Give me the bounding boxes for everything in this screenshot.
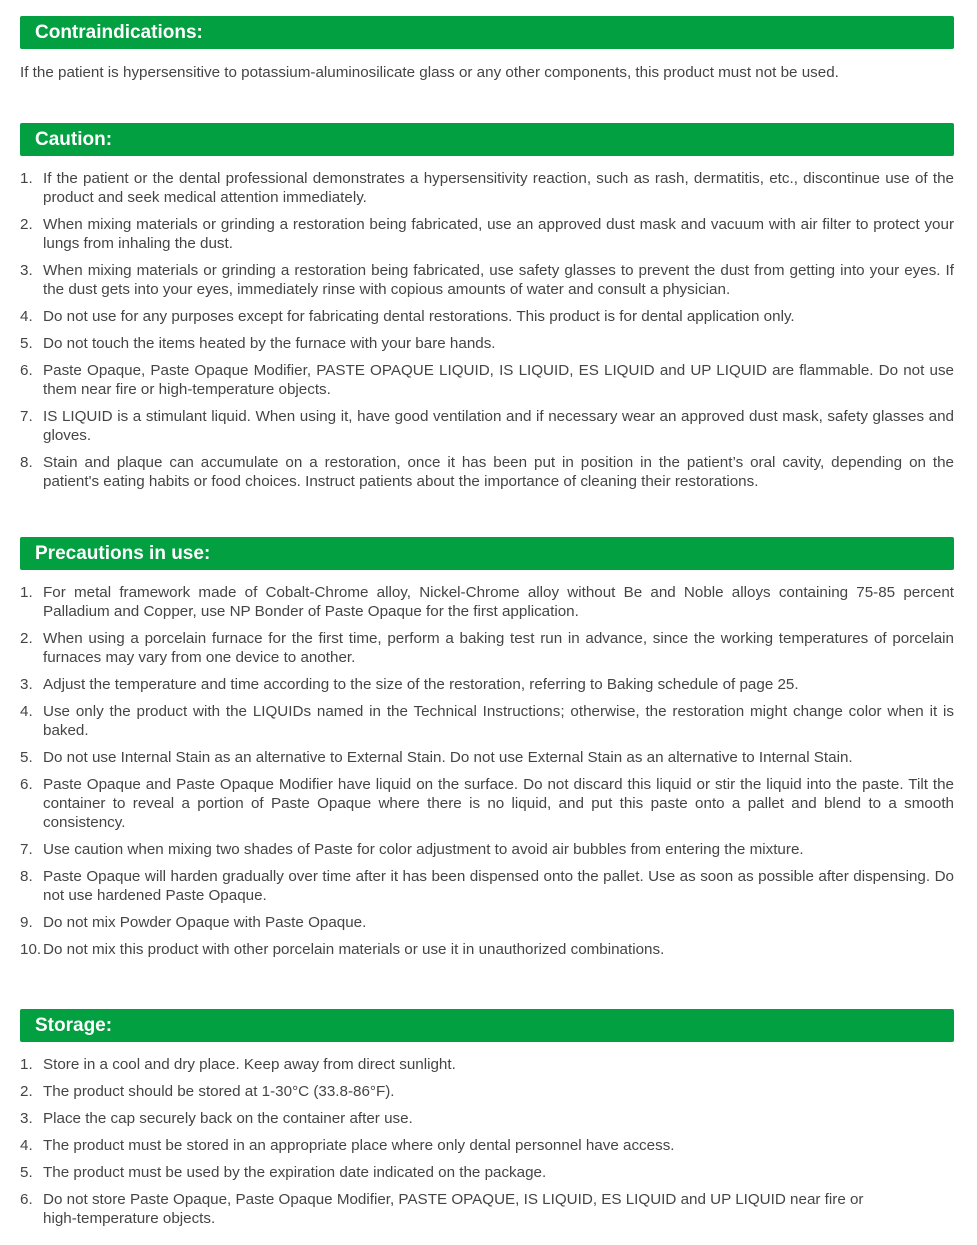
item-number: 3. (20, 262, 33, 279)
item-number: 8. (20, 454, 33, 471)
item-text: Place the cap securely back on the container after use. (43, 1110, 413, 1127)
item-number: 5. (20, 749, 33, 766)
item-number: 9. (20, 914, 33, 931)
list-item (20, 583, 954, 621)
item-text: Use only the product with the LIQUIDs named in the Technical Instructions; otherwise, the restoration might change color when it is baked. (43, 703, 954, 739)
list-item (20, 629, 954, 667)
item-text: Store in a cool and dry place. Keep away from direct sunlight. (43, 1056, 456, 1073)
caution-list (20, 169, 954, 491)
item-number: 2. (20, 1083, 33, 1100)
caution-section (20, 123, 954, 499)
item-text: The product must be stored in an appropriate place where only dental personnel have access. (43, 1137, 675, 1154)
item-text: Do not use Internal Stain as an alternative to External Stain. Do not use External Stain as an alternative to Internal Stain. (43, 749, 853, 766)
list-item (20, 1163, 900, 1182)
precautions-list (20, 583, 954, 959)
list-item (20, 453, 954, 491)
section-header: Contraindications: (20, 16, 954, 49)
item-text: Paste Opaque will harden gradually over time after it has been dispensed onto the pallet. Use as soon as possible after dispensing. Do not use hardened Paste Opaque. (43, 868, 954, 904)
item-text: The product should be stored at 1-30°C (33.8-86°F). (43, 1083, 395, 1100)
list-item (20, 840, 954, 859)
item-number: 3. (20, 676, 33, 693)
list-item (20, 1190, 900, 1228)
list-item (20, 407, 954, 445)
item-number: 1. (20, 170, 33, 187)
item-text: Stain and plaque can accumulate on a restoration, once it has been put in position in the patient’s oral cavity, depending on the patient's eating habits or food choices. Instruct patients about the importance of cleaning their restorations. (43, 454, 954, 490)
item-text: When using a porcelain furnace for the first time, perform a baking test run in advance, since the working temperatures of porcelain furnaces may vary from one device to another. (43, 630, 954, 666)
list-item (20, 775, 954, 832)
item-number: 6. (20, 1191, 33, 1208)
list-item (20, 748, 954, 767)
item-number: 2. (20, 216, 33, 233)
item-text: Do not use for any purposes except for fabricating dental restorations. This product is for dental application only. (43, 308, 795, 325)
item-number: 6. (20, 362, 33, 379)
contraindications-text: If the patient is hypersensitive to potassium-aluminosilicate glass or any other components, this product must not be used. (20, 64, 839, 81)
section-header: Caution: (20, 123, 954, 156)
item-text: Do not mix this product with other porcelain materials or use it in unauthorized combinations. (43, 941, 665, 958)
list-item (20, 1136, 900, 1155)
list-item (20, 169, 954, 207)
item-number: 4. (20, 308, 33, 325)
item-number: 1. (20, 1056, 33, 1073)
contraindications-section (20, 16, 954, 82)
storage-list (20, 1055, 900, 1228)
item-text: For metal framework made of Cobalt-Chrome alloy, Nickel-Chrome alloy without Be and Noble alloys containing 75-85 percent Palladium and Copper, use NP Bonder of Paste Opaque for the first application. (43, 584, 954, 620)
item-number: 8. (20, 868, 33, 885)
item-number: 7. (20, 841, 33, 858)
list-item (20, 215, 954, 253)
list-item (20, 675, 954, 694)
section-header: Precautions in use: (20, 537, 954, 570)
item-text: Paste Opaque, Paste Opaque Modifier, PASTE OPAQUE LIQUID, IS LIQUID, ES LIQUID and UP LIQUID are flammable. Do not use them near fire or high-temperature objects. (43, 362, 954, 398)
list-item (20, 913, 954, 932)
list-item (20, 334, 954, 353)
list-item (20, 867, 954, 905)
item-text: Do not mix Powder Opaque with Paste Opaque. (43, 914, 367, 931)
item-text: The product must be used by the expiration date indicated on the package. (43, 1164, 547, 1181)
item-number: 5. (20, 1164, 33, 1181)
item-number: 6. (20, 776, 33, 793)
section-header: Storage: (20, 1009, 954, 1042)
list-item (20, 261, 954, 299)
item-text: Do not store Paste Opaque, Paste Opaque Modifier, PASTE OPAQUE, IS LIQUID, ES LIQUID and UP LIQUID near fire or high-temperature objects. (43, 1191, 864, 1227)
item-text: Adjust the temperature and time according to the size of the restoration, referring to Baking schedule of page 25. (43, 676, 799, 693)
list-item (20, 702, 954, 740)
item-text: Use caution when mixing two shades of Paste for color adjustment to avoid air bubbles from entering the mixture. (43, 841, 804, 858)
item-number: 2. (20, 630, 33, 647)
item-text: When mixing materials or grinding a restoration being fabricated, use safety glasses to prevent the dust from getting into your eyes. If the dust gets into your eyes, immediately rinse with copious amounts of water and consult a physician. (43, 262, 954, 298)
precautions-section (20, 537, 954, 967)
item-text: Paste Opaque and Paste Opaque Modifier have liquid on the surface. Do not discard this liquid or stir the liquid into the paste. Tilt the container to reveal a portion of Paste Opaque where there is no liquid, and put this paste onto a pallet and blend to a smooth consistency. (43, 776, 954, 831)
storage-section (20, 1009, 954, 1236)
item-number: 3. (20, 1110, 33, 1127)
item-number: 5. (20, 335, 33, 352)
item-number: 1. (20, 584, 33, 601)
item-text: Do not touch the items heated by the furnace with your bare hands. (43, 335, 496, 352)
list-item (20, 1109, 900, 1128)
item-number: 4. (20, 703, 33, 720)
list-item (20, 940, 954, 959)
item-text: If the patient or the dental professional demonstrates a hypersensitivity reaction, such as rash, dermatitis, etc., discontinue use of the product and seek medical attention immediately. (43, 170, 954, 206)
list-item (20, 1082, 900, 1101)
item-text: When mixing materials or grinding a restoration being fabricated, use an approved dust mask and vacuum with air filter to protect your lungs from inhaling the dust. (43, 216, 954, 252)
list-item (20, 1055, 900, 1074)
item-number: 4. (20, 1137, 33, 1154)
item-number: 7. (20, 408, 33, 425)
list-item (20, 361, 954, 399)
list-item (20, 307, 954, 326)
item-number: 10. (20, 941, 42, 958)
item-text: IS LIQUID is a stimulant liquid. When using it, have good ventilation and if necessary wear an approved dust mask, safety glasses and gloves. (43, 408, 954, 444)
